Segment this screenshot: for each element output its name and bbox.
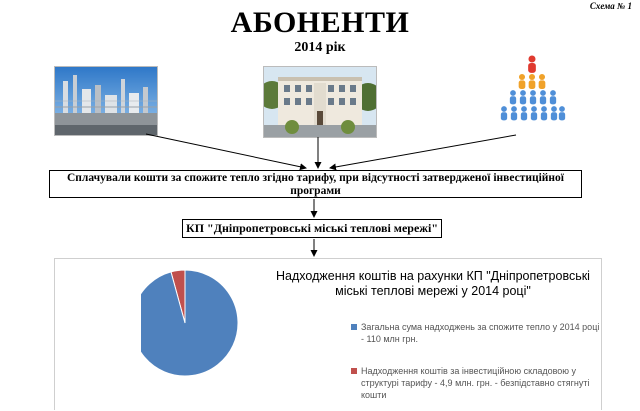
legend-item-investment	[351, 365, 601, 401]
chart-title: Надходження коштів на рахунки КП "Дніпропетровські міські теплові мережі у 2014 році"	[276, 269, 590, 298]
arrow-industry	[146, 134, 306, 168]
payment-description-box: Сплачували кошти за спожите тепло згідно тарифу, при відсутності затвердженої інвестиційної програми	[49, 170, 582, 198]
pie-chart	[141, 259, 241, 411]
legend-item-total-heat	[351, 321, 601, 345]
arrow-people	[330, 135, 516, 168]
chart-panel	[54, 258, 602, 410]
kp-name-box: КП "Дніпропетровські міські теплові мережі"	[182, 219, 442, 238]
legend-marker-blue	[351, 324, 357, 330]
scheme-label: Схема № 1	[589, 1, 632, 11]
legend-text-investment: Надходження коштів за інвестиційною складовою у структурі тарифу - 4,9 млн. грн. - безпідставно стягнуті кошти	[361, 366, 590, 400]
page-subtitle: 2014 рік	[294, 40, 346, 55]
page-title: АБОНЕНТИ	[230, 6, 410, 39]
legend-text-total-heat: Загальна сума надходжень за спожите тепло у 2014 році - 110 млн грн.	[361, 322, 600, 344]
pie-slice-total-heat	[141, 270, 238, 376]
legend-marker-red	[351, 368, 357, 374]
